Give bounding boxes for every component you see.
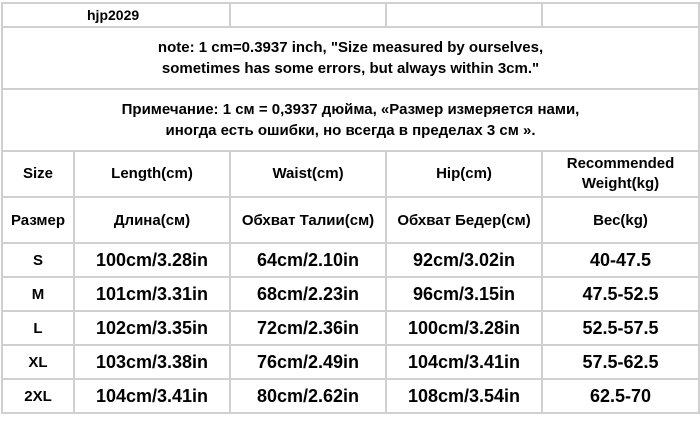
cell-waist: 68cm/2.23in (230, 277, 386, 311)
note-russian-line-1: Примечание: 1 см = 0,3937 дюйма, «Размер измеряется нами, (121, 101, 580, 118)
header-row-english (2, 151, 699, 197)
empty-cell (542, 3, 699, 27)
note-english-line-2: sometimes has some errors, but always within 3cm." (161, 60, 540, 77)
cell-length: 100cm/3.28in (74, 243, 230, 277)
cell-hip: 108cm/3.54in (386, 379, 542, 413)
model-code: hjp2029 (2, 3, 230, 27)
cell-length: 101cm/3.31in (74, 277, 230, 311)
header-waist: Waist(cm) (230, 151, 386, 197)
cell-waist: 80cm/2.62in (230, 379, 386, 413)
cell-size: 2XL (2, 379, 74, 413)
cell-weight: 57.5-62.5 (542, 345, 699, 379)
cell-waist: 64cm/2.10in (230, 243, 386, 277)
cell-length: 103cm/3.38in (74, 345, 230, 379)
header-length-ru: Длина(см) (74, 197, 230, 243)
cell-weight: 40-47.5 (542, 243, 699, 277)
cell-weight: 52.5-57.5 (542, 311, 699, 345)
cell-weight: 62.5-70 (542, 379, 699, 413)
size-table (1, 2, 700, 414)
cell-length: 104cm/3.41in (74, 379, 230, 413)
header-hip: Hip(cm) (386, 151, 542, 197)
cell-size: S (2, 243, 74, 277)
note-russian-row (2, 89, 699, 151)
cell-weight: 47.5-52.5 (542, 277, 699, 311)
cell-length: 102cm/3.35in (74, 311, 230, 345)
table-row (2, 345, 699, 379)
note-russian-line-2: иногда есть ошибки, но всегда в пределах 3 см ». (165, 122, 536, 139)
cell-size: L (2, 311, 74, 345)
header-length: Length(cm) (74, 151, 230, 197)
header-weight-line-2: Weight(kg) (581, 175, 660, 192)
table-row (2, 379, 699, 413)
header-weight-ru: Вес(kg) (542, 197, 699, 243)
table-row (2, 243, 699, 277)
model-row (2, 3, 699, 27)
header-size-ru: Размер (2, 197, 74, 243)
note-english-row (2, 27, 699, 89)
empty-cell (386, 3, 542, 27)
note-english-line-1: note: 1 cm=0.3937 inch, "Size measured by ourselves, (157, 39, 544, 56)
header-hip-ru: Обхват Бедер(см) (386, 197, 542, 243)
note-russian (2, 89, 699, 151)
note-english (2, 27, 699, 89)
table-row (2, 311, 699, 345)
header-weight (542, 151, 699, 197)
header-row-russian (2, 197, 699, 243)
cell-hip: 96cm/3.15in (386, 277, 542, 311)
cell-hip: 100cm/3.28in (386, 311, 542, 345)
header-weight-line-1: Recommended (566, 155, 675, 172)
cell-size: XL (2, 345, 74, 379)
cell-hip: 92cm/3.02in (386, 243, 542, 277)
empty-cell (230, 3, 386, 27)
cell-size: M (2, 277, 74, 311)
header-waist-ru: Обхват Талии(см) (230, 197, 386, 243)
cell-hip: 104cm/3.41in (386, 345, 542, 379)
cell-waist: 72cm/2.36in (230, 311, 386, 345)
cell-waist: 76cm/2.49in (230, 345, 386, 379)
table-row (2, 277, 699, 311)
header-size: Size (2, 151, 74, 197)
